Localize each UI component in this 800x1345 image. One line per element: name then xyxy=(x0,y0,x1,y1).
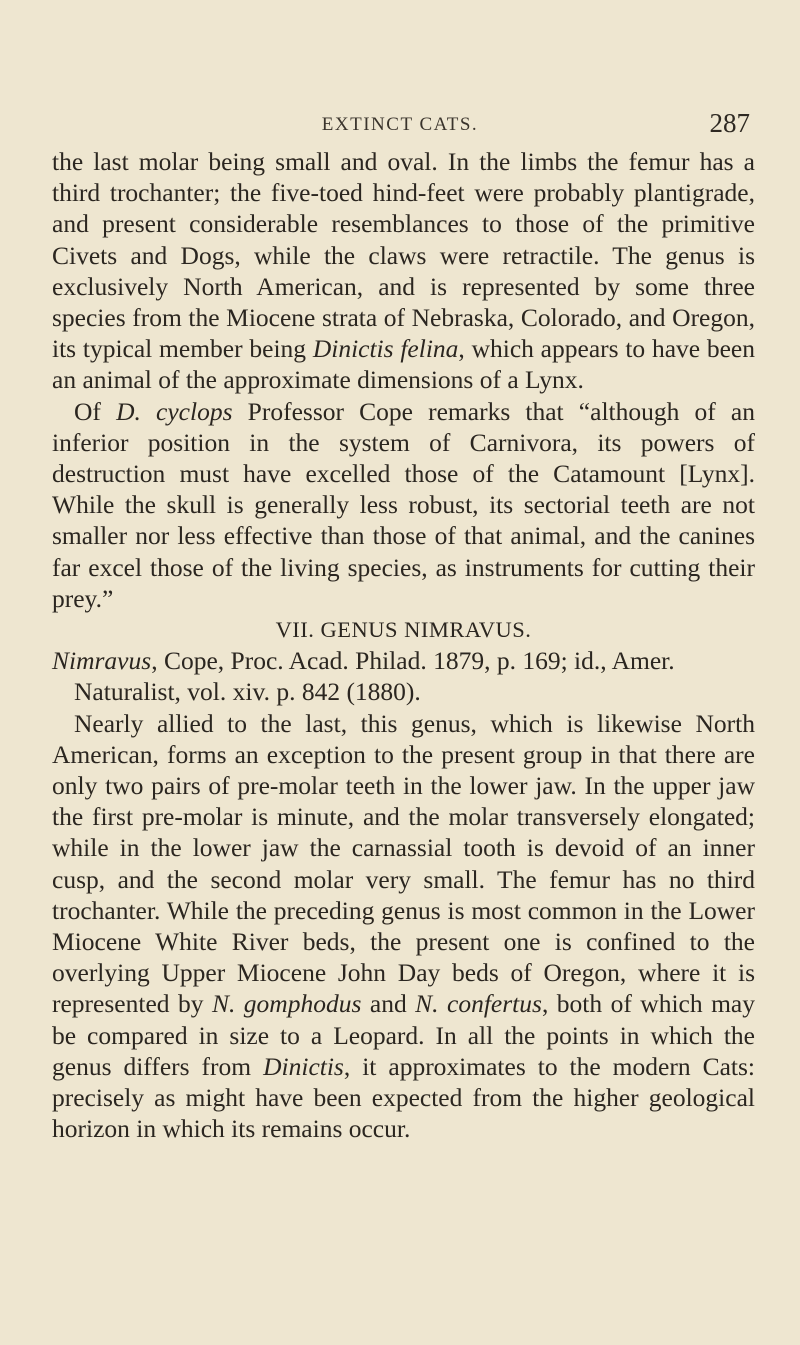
section-heading: VII. GENUS NIMRAVUS. xyxy=(275,617,532,643)
paragraph-text: , it approximates to the modern Cats: precisely as might have been expected from the higher geological horizon in which its remains occur. xyxy=(52,1051,755,1144)
paragraph-nimravus xyxy=(52,708,755,1145)
citation xyxy=(52,645,755,707)
paragraph-text: and xyxy=(361,989,416,1019)
genus-name: Dinictis xyxy=(263,1051,344,1081)
page-number: 287 xyxy=(709,108,750,138)
paragraph-text: the last molar being small and oval. In the limbs the femur has a third trochanter; the five-toed hind-feet were probably plantigrade, and present considerable resemblances to those of the primitive Civets and Dogs, while the claws were retractile. The genus is exclusively North American, and is represented by some three species from the Miocene strata of Nebraska, Colorado, and Oregon, its typical member being xyxy=(52,147,755,364)
citation-text: , Cope, Proc. Acad. Philad. 1879, p. 169; id., Amer. xyxy=(151,646,675,676)
species-name: Dinictis felina xyxy=(312,334,459,364)
body-text xyxy=(52,146,755,1145)
page-header xyxy=(0,108,800,138)
paragraph-text: Of xyxy=(74,396,117,426)
paragraph-continuation xyxy=(52,146,755,396)
paragraph-cope-quote xyxy=(52,396,755,614)
species-name: N. confertus xyxy=(415,989,542,1019)
citation-text: Naturalist, vol. xiv. p. 842 (1880). xyxy=(74,677,421,707)
genus-name: Nimravus xyxy=(52,646,152,676)
species-name: N. gomphodus xyxy=(211,989,362,1019)
paragraph-text: Nearly allied to the last, this genus, which is likewise North American, forms an exception to the present group in that there are only two pairs of pre-molar teeth in the lower jaw. In the upper jaw the first pre-molar is minute, and the molar transversely elongated; while in the lower jaw the carnassial tooth is devoid of an inner cusp, and the second molar very small. The femur has no third trochanter. While the preceding genus is most common in the Lower Miocene White River beds, the present one is confined to the overlying Upper Miocene John Day beds of Oregon, where it is represented by xyxy=(52,708,755,1019)
paragraph-text: , which appears to have been an animal of the approximate dimensions of a Lynx. xyxy=(52,334,755,395)
species-name: D. cyclops xyxy=(116,396,233,426)
paragraph-text: Professor Cope remarks that “although of an inferior position in the system of Carnivora, its powers of destruction must have excelled those of the Catamount [Lynx]. While the skull is generally less robust, its sectorial teeth are not smaller nor less effective than those of that animal, and the canines far excel those of the living species, as instruments for cutting their prey.” xyxy=(52,396,755,613)
paragraph-text: , both of which may be compared in size to a Leopard. In all the points in which the genus differs from xyxy=(52,989,755,1081)
running-head: EXTINCT CATS. xyxy=(321,114,479,135)
